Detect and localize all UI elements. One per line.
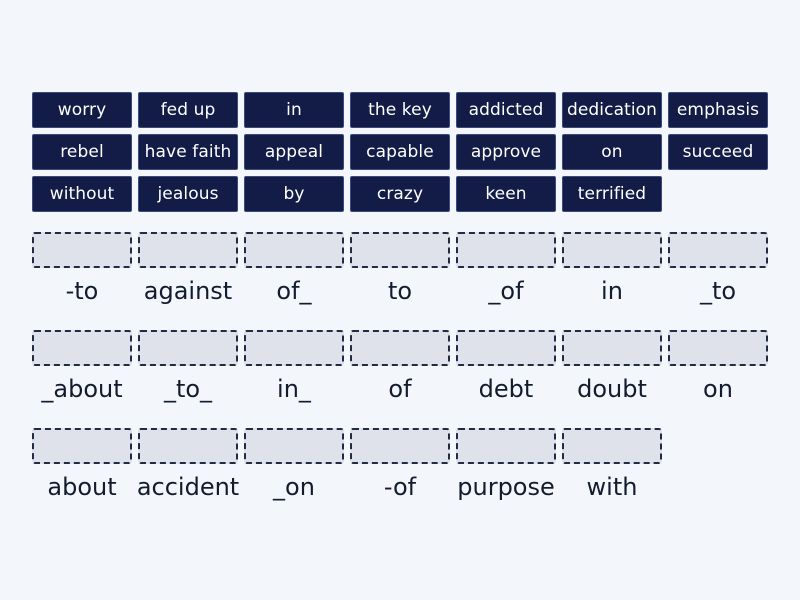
drop-zone[interactable] [350,330,450,366]
draggable-tile[interactable]: by [244,176,344,212]
draggable-tile[interactable]: addicted [456,92,556,128]
draggable-tile[interactable]: dedication [562,92,662,128]
target-label: of [388,375,412,403]
target-label: _about [41,375,123,403]
target-slot [350,330,450,428]
draggable-tile[interactable]: appeal [244,134,344,170]
target-slot [456,330,556,428]
target-label: -of [383,473,417,501]
draggable-tile[interactable]: crazy [350,176,450,212]
target-label: against [143,277,233,305]
target-slot [562,330,662,428]
drop-zone[interactable] [32,428,132,464]
drop-zone[interactable] [244,232,344,268]
target-slot [456,428,556,526]
target-label: in_ [277,375,311,403]
drop-zone[interactable] [138,428,238,464]
drop-zone[interactable] [350,428,450,464]
target-slot [244,428,344,526]
target-slot [668,232,768,330]
draggable-tile[interactable]: approve [456,134,556,170]
drop-zone[interactable] [456,330,556,366]
target-slot [32,232,132,330]
target-slot [32,428,132,526]
target-label: in [601,277,623,305]
target-label: to [387,277,413,305]
draggable-tile[interactable]: succeed [668,134,768,170]
tile-bank [32,92,768,212]
draggable-tile[interactable]: worry [32,92,132,128]
target-slot [350,232,450,330]
drop-zone[interactable] [456,232,556,268]
target-label: _on [273,473,315,501]
drop-zone[interactable] [456,428,556,464]
target-slot [562,428,662,526]
target-label: debt [478,375,534,403]
drop-zone[interactable] [562,232,662,268]
target-slot [244,330,344,428]
draggable-tile[interactable]: emphasis [668,92,768,128]
target-label: about [47,473,117,501]
draggable-tile[interactable]: the key [350,92,450,128]
target-slot [350,428,450,526]
draggable-tile[interactable]: in [244,92,344,128]
target-label: _to [699,277,737,305]
drop-zone[interactable] [32,232,132,268]
draggable-tile[interactable]: without [32,176,132,212]
draggable-tile[interactable]: rebel [32,134,132,170]
target-grid [32,232,768,526]
target-label: of_ [276,277,312,305]
target-slot [32,330,132,428]
target-slot [456,232,556,330]
target-slot [138,428,238,526]
drop-zone[interactable] [32,330,132,366]
target-label: accident [136,473,240,501]
drop-zone[interactable] [244,428,344,464]
draggable-tile[interactable]: terrified [562,176,662,212]
target-slot [244,232,344,330]
drop-zone[interactable] [668,232,768,268]
target-label: with [586,473,638,501]
drop-zone[interactable] [668,330,768,366]
draggable-tile[interactable]: capable [350,134,450,170]
draggable-tile[interactable]: fed up [138,92,238,128]
drop-zone[interactable] [244,330,344,366]
drop-zone[interactable] [138,330,238,366]
drop-zone[interactable] [138,232,238,268]
draggable-tile[interactable]: keen [456,176,556,212]
target-slot [138,330,238,428]
target-slot [138,232,238,330]
target-label: _to_ [163,375,213,403]
target-slot [668,330,768,428]
drop-zone[interactable] [562,330,662,366]
draggable-tile[interactable]: on [562,134,662,170]
draggable-tile[interactable]: have faith [138,134,238,170]
target-label: doubt [577,375,647,403]
target-label: -to [65,277,99,305]
target-label: on [703,375,733,403]
target-label: purpose [457,473,555,501]
drop-zone[interactable] [562,428,662,464]
draggable-tile[interactable]: jealous [138,176,238,212]
target-slot [562,232,662,330]
drop-zone[interactable] [350,232,450,268]
target-label: _of [488,277,524,305]
